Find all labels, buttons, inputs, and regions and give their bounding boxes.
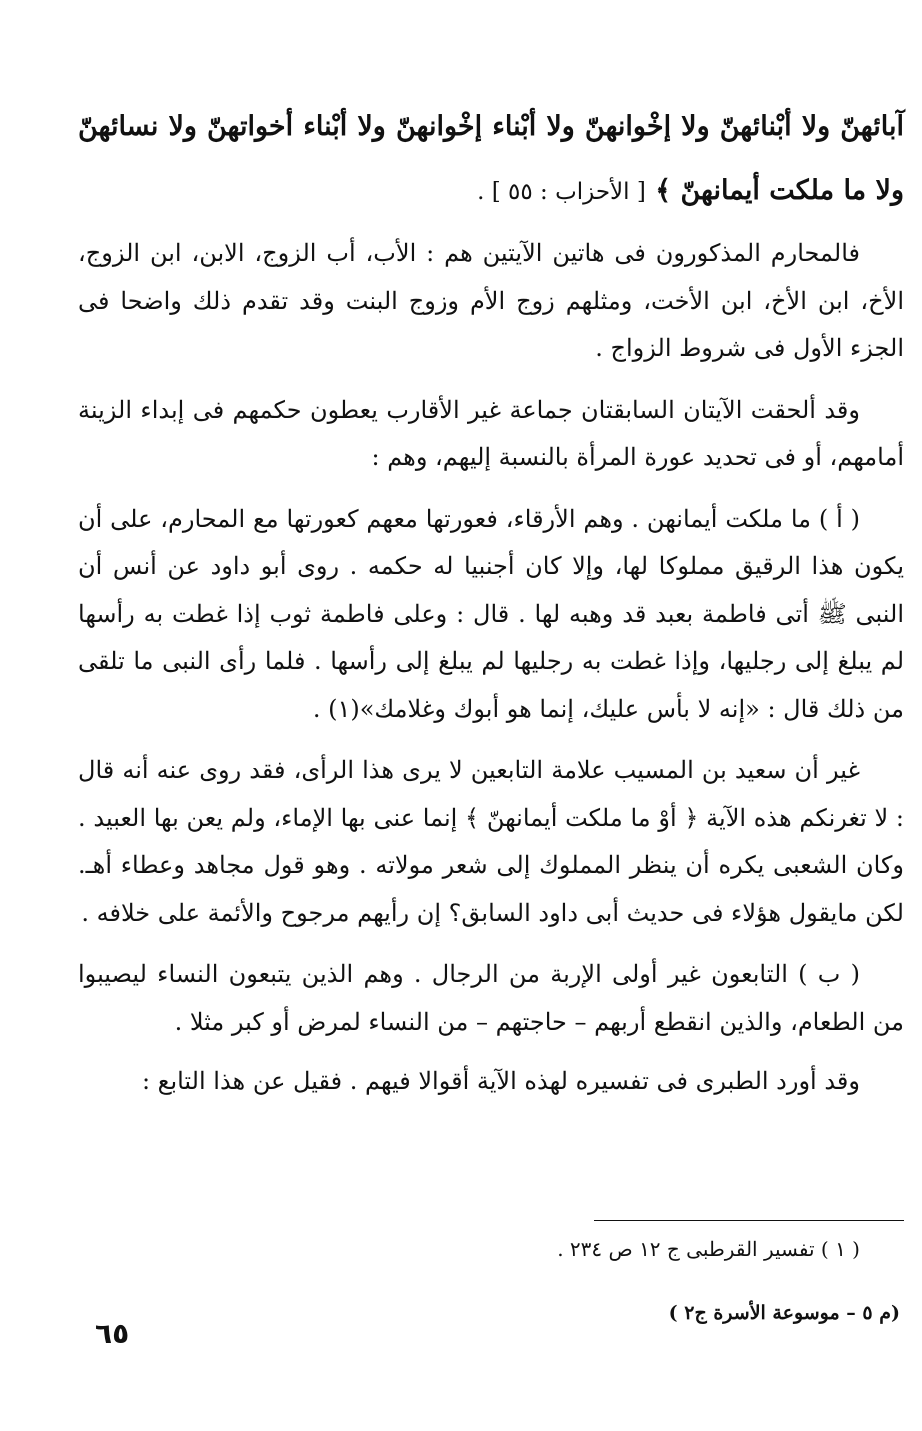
paragraph-followers: ( ب ) التابعون غير أولى الإربة من الرجال . وهم الذين يتبعون النساء ليصيبوا من الطعام، والذين انقطع أربهم – حاجتهم – من النساء لمرض أو كبر مثلا . — [78, 960, 904, 1036]
paragraph-slaves: ( أ ) ما ملكت أيمانهن . وهم الأرقاء، فعورتها معهم كعورتها مع المحارم، على أن يكون هذا الرقيق مملوكا لها، وإلا كان أجنبيا له حكمه . روى أبو داود عن أنس أن النبى ﷺ أتى فاطمة بعبد قد وهبه لها . قال : وعلى فاطمة ثوب إذا غطت به رأسها لم يبلغ إلى رجليها، وإذا غطت به رجليها لم يبلغ إلى رأسها . فلما رأى النبى ما تلقى من ذلك قال : «إنه لا بأس عليك، إنما هو أبوك وغلامك»(١) . — [78, 504, 905, 723]
paragraph-tabari: وقد أورد الطبرى فى تفسيره لهذه الآية أقوالا فيهم . فقيل عن هذا التابع : — [141, 1067, 860, 1095]
paragraph-mahram: فالمحارم المذكورون فى هاتين الآيتين هم : الأب، أب الزوج، الابن، ابن الزوج، الأخ، ابن الأخ، ابن الأخت، ومثلهم زوج الأم وزوج البنت وقد تقدم ذلك واضحا فى الجزء الأول فى شروط الزواج . — [78, 239, 904, 362]
verse-text: آبائهنّ ولا أبْنائهنّ ولا إخْوانهنّ ولا أبْناء إخْوانهنّ ولا أبْناء أخواتهنّ ولا نسائهنّ ولا ما ملكت أيمانهنّ ﴾ — [78, 111, 904, 206]
verse-reference: [ الأحزاب : ٥٥ ] . — [477, 179, 646, 205]
footnote-divider — [594, 1220, 904, 1221]
paragraph-ibn-musayyib: غير أن سعيد بن المسيب علامة التابعين لا يرى هذا الرأى، فقد روى عنه أنه قال : لا تغرنكم هذه الآية ﴿ أوْ ما ملكت أيمانهنّ ﴾ إنما عنى بها الإماء، ولم يعن بها العبيد . وكان الشعبى يكره أن ينظر المملوك إلى شعر مولاته . وهو قول مجاهد وعطاء أهـ. لكن مايقول هؤلاء فى حديث أبى داود السابق؟ إن رأيهم مرجوح والأئمة على خلافه . — [78, 756, 904, 927]
page-body — [78, 95, 904, 1120]
page-number: ٦٥ — [95, 1317, 130, 1350]
quran-verse — [78, 95, 904, 224]
footnote: ( ١ ) تفسير القرطبى ج ١٢ ص ٢٣٤ . — [557, 1237, 860, 1261]
print-signature: (م ٥ – موسوعة الأسرة ج٢ ) — [668, 1302, 900, 1324]
paragraph-non-relatives: وقد ألحقت الآيتان السابقتان جماعة غير الأقارب يعطون حكمهم فى إبداء الزينة أمامهم، أو فى تحديد عورة المرأة بالنسبة إليهم، وهم : — [78, 395, 904, 471]
